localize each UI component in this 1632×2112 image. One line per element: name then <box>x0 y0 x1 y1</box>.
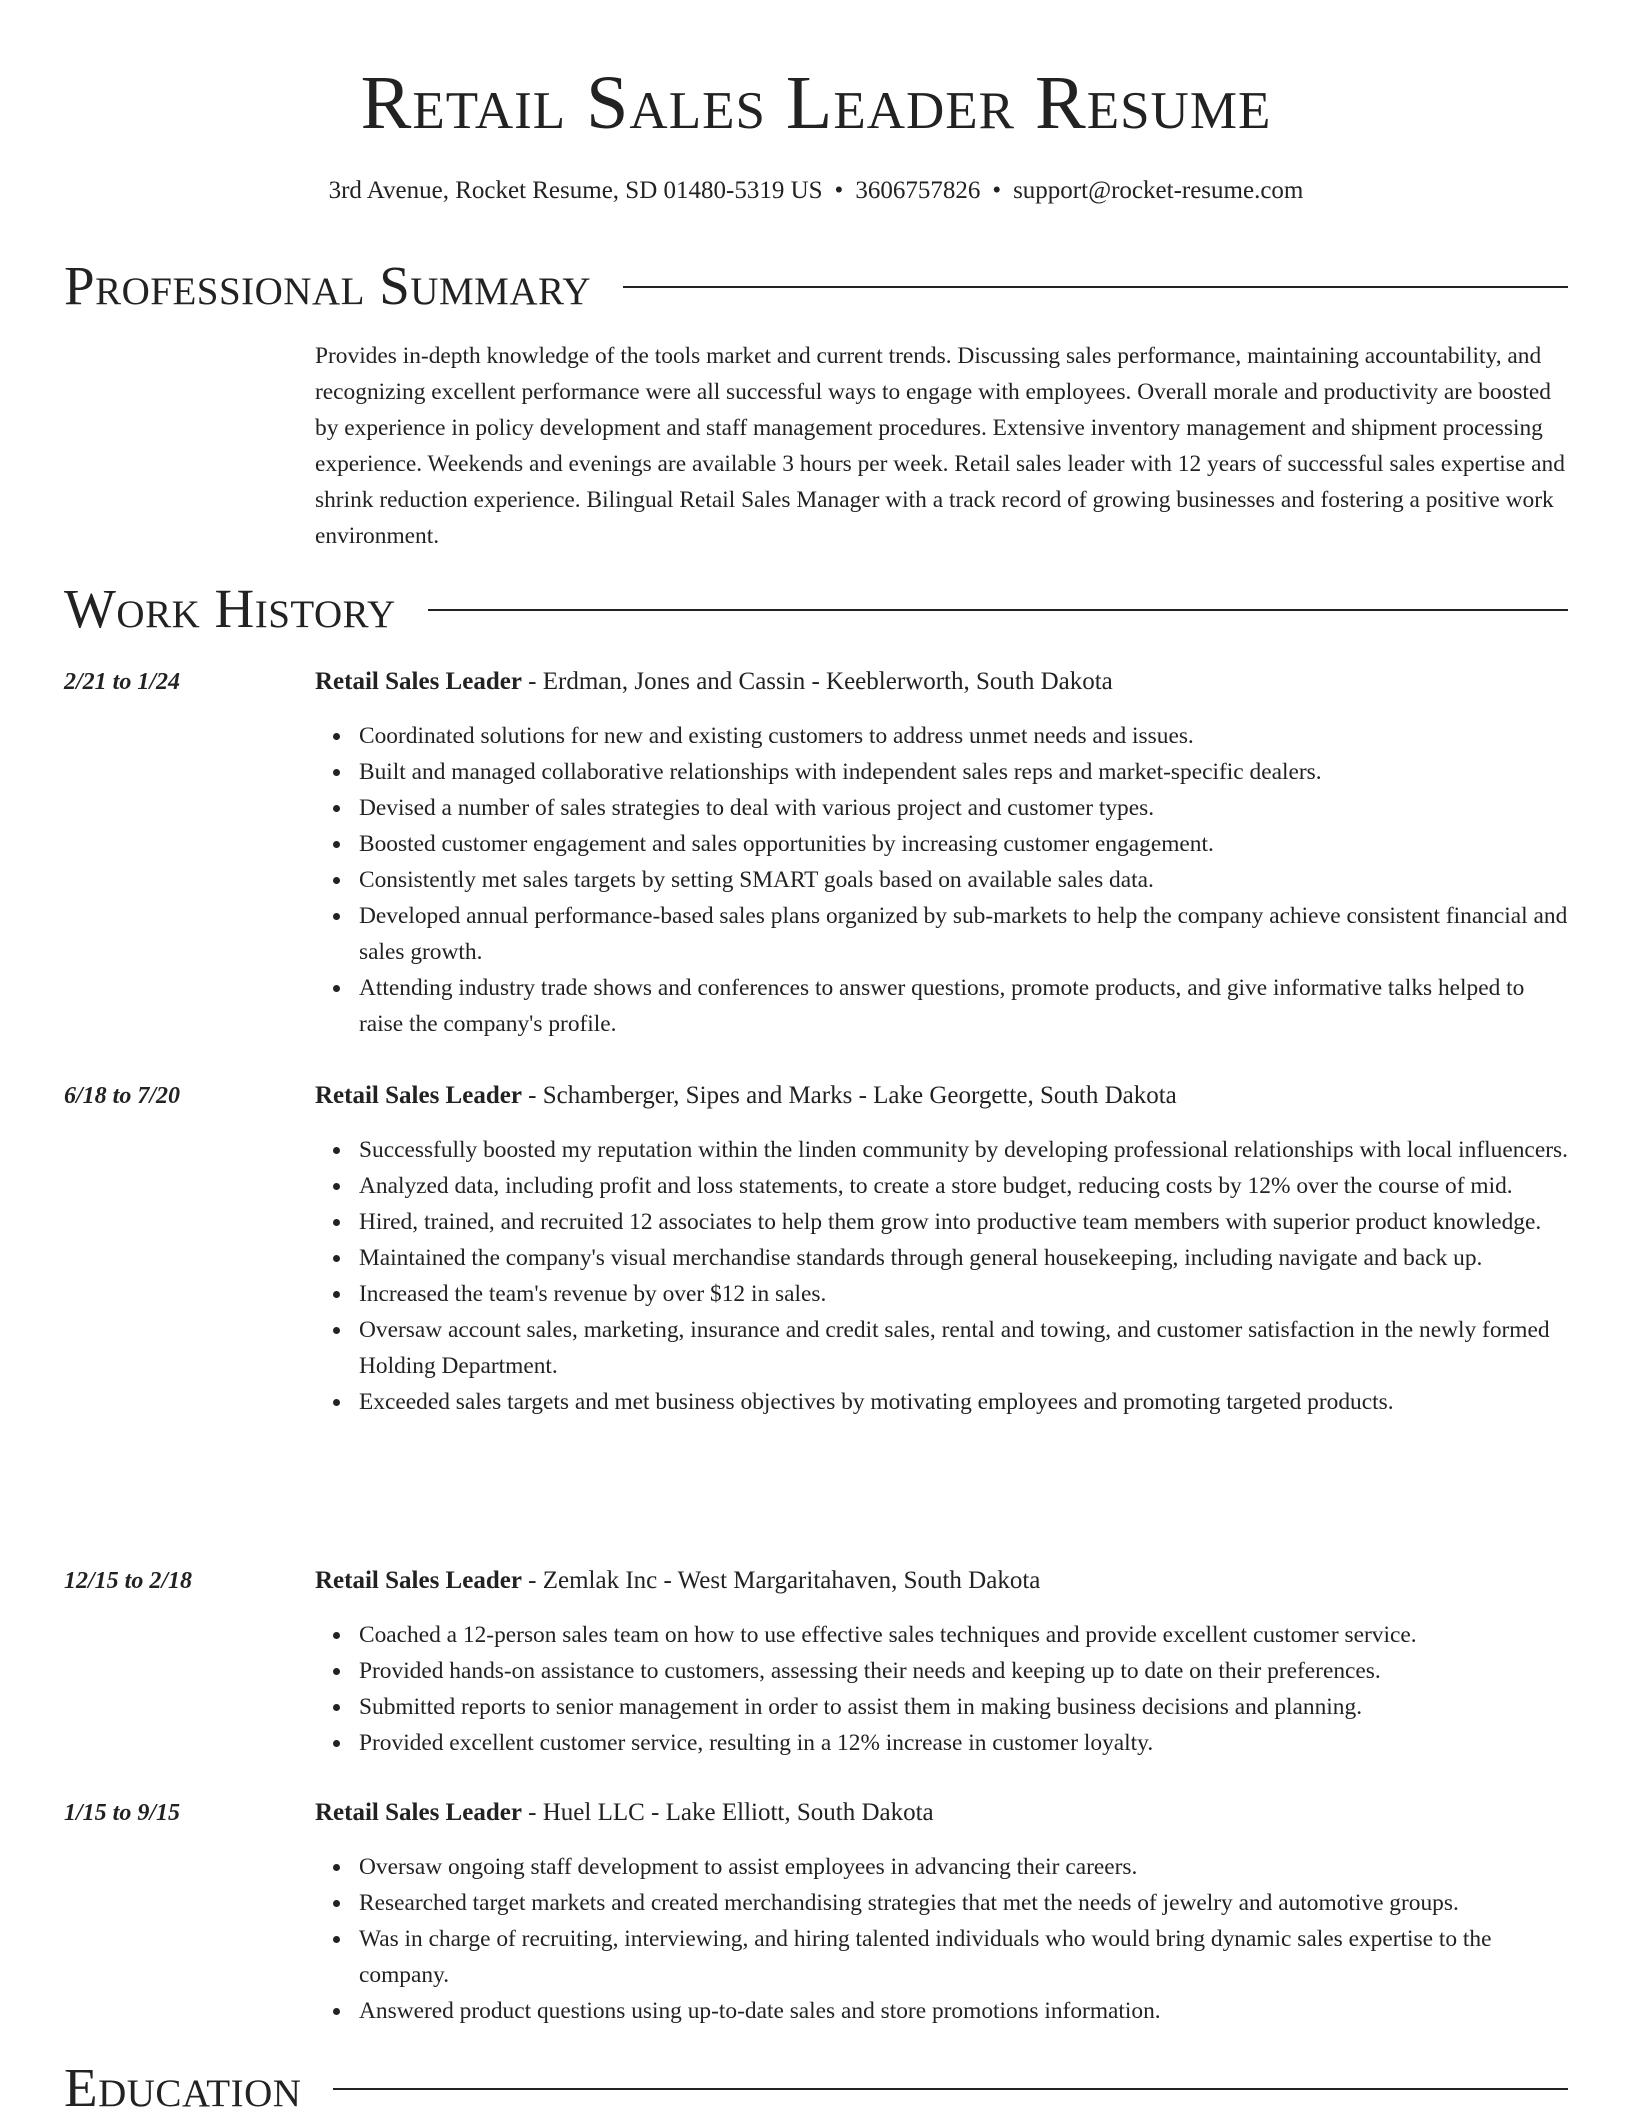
job-bullet: Developed annual performance-based sales plans organized by sub-markets to help the company achieve consistent financial and sales growth. <box>359 898 1568 970</box>
job-title: Retail Sales Leader <box>315 1567 522 1594</box>
job-bullet: Provided hands-on assistance to customers, assessing their needs and keeping up to date on their preferences. <box>359 1653 1568 1689</box>
section-divider <box>333 2088 1568 2090</box>
job-heading <box>315 1563 1568 1599</box>
job-bullet: Coached a 12-person sales team on how to use effective sales techniques and provide excellent customer service. <box>359 1617 1568 1653</box>
job-bullet: Attending industry trade shows and conferences to answer questions, promote products, and give informative talks helped to raise the company's profile. <box>359 970 1568 1042</box>
address: 3rd Avenue, Rocket Resume, SD 01480-5319 US <box>328 177 823 204</box>
section-title-education: Education <box>64 2057 302 2112</box>
job-bullet: Oversaw account sales, marketing, insurance and credit sales, rental and towing, and customer satisfaction in the newly formed Holding Department. <box>359 1312 1568 1384</box>
job-bullet: Increased the team's revenue by over $12 in sales. <box>359 1276 1568 1312</box>
job-bullets <box>315 718 1568 1042</box>
job-bullet: Successfully boosted my reputation within the linden community by developing professional relationships with local influencers. <box>359 1132 1568 1168</box>
resume-title: Retail Sales Leader Resume <box>360 61 1272 145</box>
job-bullet: Exceeded sales targets and met business objectives by motivating employees and promoting targeted products. <box>359 1384 1568 1420</box>
job-bullet: Consistently met sales targets by setting SMART goals based on available sales data. <box>359 862 1568 898</box>
job-bullets <box>315 1132 1568 1420</box>
contact-line <box>0 174 1632 208</box>
job-heading <box>315 1795 1568 1831</box>
job-dates: 6/18 to 7/20 <box>64 1083 181 1109</box>
job-entry <box>64 664 1568 1042</box>
job-bullet: Analyzed data, including profit and loss statements, to create a store budget, reducing costs by 12% over the course of mid. <box>359 1168 1568 1204</box>
section-divider <box>428 609 1568 611</box>
job-dates: 12/15 to 2/18 <box>64 1568 193 1594</box>
job-employer: - Erdman, Jones and Cassin - Keeblerworth, South Dakota <box>521 668 1113 695</box>
job-bullet: Hired, trained, and recruited 12 associates to help them grow into productive team members with superior product knowledge. <box>359 1204 1568 1240</box>
job-title: Retail Sales Leader <box>315 1799 522 1826</box>
job-bullet: Provided excellent customer service, resulting in a 12% increase in customer loyalty. <box>359 1725 1568 1761</box>
job-bullet: Researched target markets and created merchandising strategies that met the needs of jewelry and automotive groups. <box>359 1885 1568 1921</box>
work-history-section-header <box>64 577 1568 641</box>
job-employer: - Zemlak Inc - West Margaritahaven, South Dakota <box>521 1567 1041 1594</box>
job-bullet: Oversaw ongoing staff development to assist employees in advancing their careers. <box>359 1849 1568 1885</box>
summary-section-header <box>64 254 1568 318</box>
job-heading <box>315 664 1568 700</box>
job-title: Retail Sales Leader <box>315 1082 522 1109</box>
job-employer: - Schamberger, Sipes and Marks - Lake Georgette, South Dakota <box>521 1082 1177 1109</box>
phone: 3606757826 <box>855 177 981 204</box>
job-bullet: Maintained the company's visual merchandise standards through general housekeeping, including navigate and back up. <box>359 1240 1568 1276</box>
contact-separator: • <box>992 177 1002 204</box>
education-section-header <box>64 2056 1568 2112</box>
job-bullet: Coordinated solutions for new and existing customers to address unmet needs and issues. <box>359 718 1568 754</box>
job-bullet: Submitted reports to senior management in order to assist them in making business decisions and planning. <box>359 1689 1568 1725</box>
job-bullet: Answered product questions using up-to-date sales and store promotions information. <box>359 1993 1568 2029</box>
job-bullet: Was in charge of recruiting, interviewing, and hiring talented individuals who would bring dynamic sales expertise to the company. <box>359 1921 1568 1993</box>
job-bullets <box>315 1849 1568 2029</box>
email-link[interactable]: support@rocket-resume.com <box>1013 177 1304 204</box>
job-title: Retail Sales Leader <box>315 668 522 695</box>
job-bullet: Boosted customer engagement and sales opportunities by increasing customer engagement. <box>359 826 1568 862</box>
job-dates: 1/15 to 9/15 <box>64 1800 181 1826</box>
job-bullet: Built and managed collaborative relationships with independent sales reps and market-specific dealers. <box>359 754 1568 790</box>
job-heading <box>315 1078 1568 1114</box>
job-employer: - Huel LLC - Lake Elliott, South Dakota <box>521 1799 934 1826</box>
section-title-professional-summary: Professional Summary <box>64 255 592 316</box>
job-entry <box>64 1563 1568 1761</box>
job-dates: 2/21 to 1/24 <box>64 669 181 695</box>
section-title-work-history: Work History <box>64 578 396 639</box>
job-entry <box>64 1078 1568 1420</box>
job-bullet: Devised a number of sales strategies to deal with various project and customer types. <box>359 790 1568 826</box>
job-bullets <box>315 1617 1568 1761</box>
professional-summary-text: Provides in-depth knowledge of the tools market and current trends. Discussing sales performance, maintaining accountability, and recognizing excellent performance were all successful ways to engage with employees. Overall morale and productivity are boosted by experience in policy development and staff management procedures. Extensive inventory management and shipment processing experience. Weekends and evenings are available 3 hours per week. Retail sales leader with 12 years of successful sales expertise and shrink reduction experience. Bilingual Retail Sales Manager with a track record of growing businesses and fostering a positive work environment. <box>315 343 1565 549</box>
job-entry <box>64 1795 1568 2029</box>
section-divider <box>623 286 1568 288</box>
contact-separator: • <box>834 177 844 204</box>
